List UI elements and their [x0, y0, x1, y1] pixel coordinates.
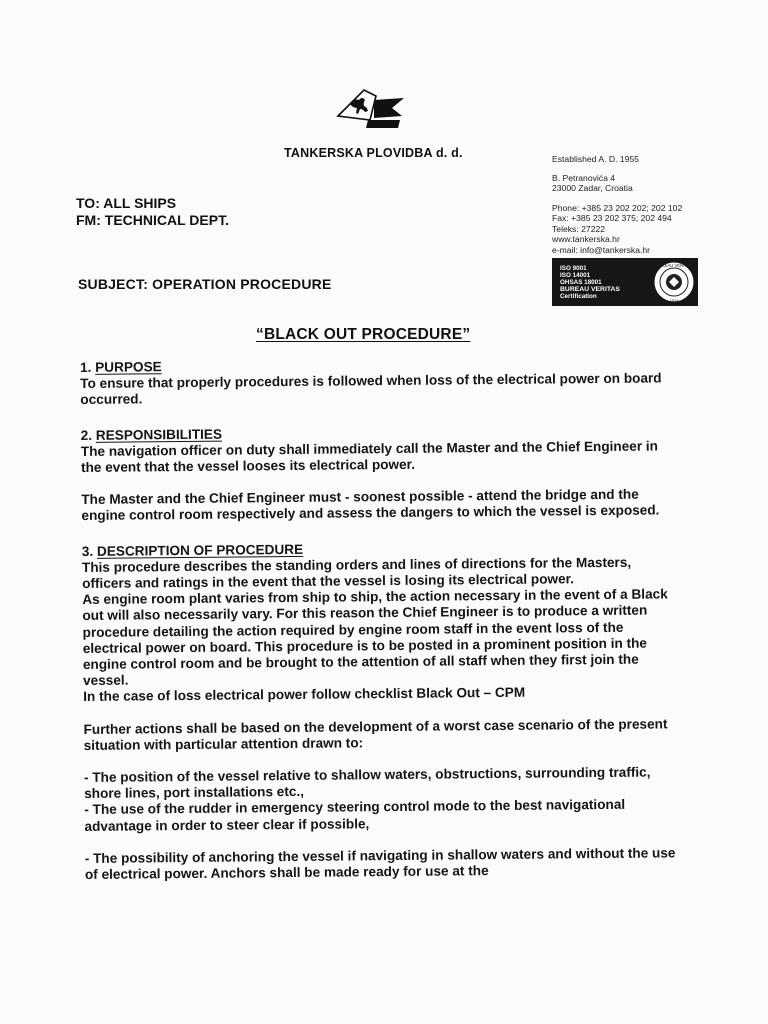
company-contact-block: [552, 154, 752, 255]
svg-text:BUREAU VERITAS: BUREAU VERITAS: [655, 263, 693, 268]
description-paragraph: As engine room plant varies from ship to ship, the action necessary in the event of a Black out will also necessarily vary. For this reason the Chief Engineer is to produce a written procedure detailing the action required by engine room staff in the event loss of the electrical power on board. This procedure is to be posted in a prominent position in the engine control room and be brought to the attention of all staff when they first join the vessel.: [82, 586, 668, 689]
bureau-veritas-seal-icon: [652, 258, 696, 306]
memo-recipients: [76, 195, 229, 229]
document-title: “BLACK OUT PROCEDURE”: [256, 326, 471, 343]
teleks-text: Teleks: 27222: [552, 223, 606, 234]
description-paragraph: This procedure describes the standing orders and lines of directions for the Masters, officers and ratings in the event that the vessel is losing its electrical power.: [81, 554, 632, 592]
fax-text: Fax: +385 23 202 375; 202 494: [552, 213, 672, 223]
description-bullet: - The position of the vessel relative to shallow waters, obstructions, surrounding traffic, shore lines, port installations etc.,: [83, 764, 651, 802]
document-body: [80, 354, 685, 883]
description-paragraph: Further actions shall be based on the development of a worst case scenario of the present situation with particular attention drawn to:: [83, 716, 668, 753]
address-line: 23000 Zadar, Croatia: [552, 183, 633, 193]
section-heading-description: 3. DESCRIPTION OF PROCEDURE: [81, 541, 304, 559]
established-text: Established A. D. 1955: [552, 154, 639, 164]
purpose-text: To ensure that properly procedures is followed when loss of the electrical power on board occurred.: [80, 370, 662, 408]
certification-badge: [552, 258, 698, 306]
memo-subject: SUBJECT: OPERATION PROCEDURE: [78, 276, 332, 292]
from-line: FM: TECHNICAL DEPT.: [76, 212, 229, 228]
responsibilities-paragraph: The Master and the Chief Engineer must - soonest possible - attend the bridge and the engine control room respectively and assess the dangers to which the vessel is exposed.: [81, 486, 660, 524]
description-bullet: - The use of the rudder in emergency steering control mode to the best navigational advantage in order to steer clear if possible,: [84, 797, 626, 834]
section-heading-responsibilities: 2. RESPONSIBILITIES: [80, 426, 223, 443]
to-line: TO: ALL SHIPS: [76, 195, 177, 211]
company-name: TANKERSKA PLOVIDBA d. d.: [284, 146, 463, 160]
email-text: e-mail: info@tankerska.hr: [552, 244, 651, 255]
website-text: www.tankerska.hr: [552, 234, 620, 244]
responsibilities-paragraph: The navigation officer on duty shall immediately call the Master and the Chief Engineer in the event that the vessel looses its electrical power.: [80, 438, 659, 476]
description-bullet: - The possibility of anchoring the vessel if navigating in shallow waters and without the use of electrical power. Anchors shall be made ready for use at the: [84, 845, 676, 883]
phone-text: Phone: +385 23 202 202; 202 102: [552, 202, 683, 213]
section-heading-purpose: 1. PURPOSE: [80, 359, 162, 375]
address-line: B. Petranovića 4: [552, 172, 616, 183]
svg-text:1828: 1828: [669, 298, 679, 303]
company-logo: [334, 82, 406, 134]
description-paragraph: In the case of loss electrical power follow checklist Black Out – CPM: [83, 685, 526, 705]
certification-text: ISO 9001 ISO 14001 OHSAS 18001 BUREAU VERITAS Certification: [560, 265, 620, 301]
